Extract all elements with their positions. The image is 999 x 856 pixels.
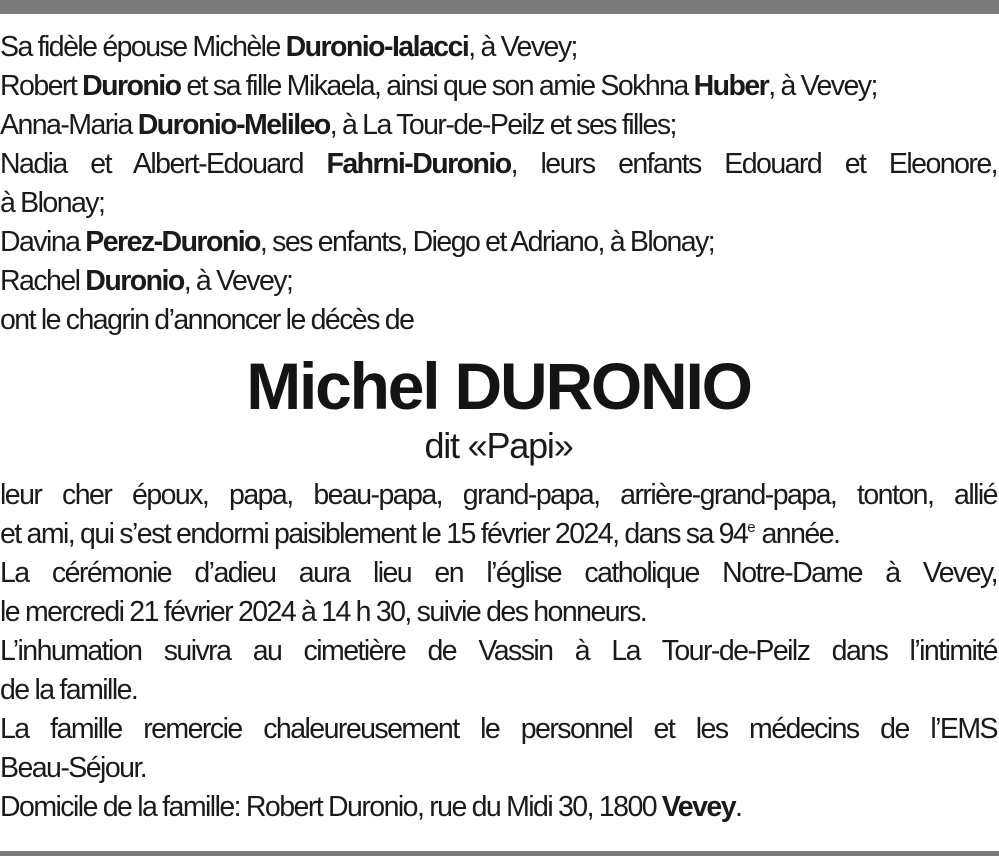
deceased-nickname: dit «Papi» — [424, 425, 573, 466]
thanks-line-1: La famille remercie chaleureusement le personnel et les médecins de l’EMS — [0, 713, 997, 745]
announcer-line-robert: Robert Duronio et sa fille Mikaela, ainsi que son amie Sokhna Huber, à Vevey; — [0, 70, 877, 102]
top-rule — [0, 0, 999, 14]
death-notice — [0, 28, 997, 827]
announcer-line-davina: Davina Perez-Duronio, ses enfants, Diego et Adriano, à Blonay; — [0, 226, 715, 258]
family-name: Duronio — [85, 265, 184, 297]
announcer-line-nadia-cont: à Blonay; — [0, 187, 105, 219]
tribute-line-2: et ami, qui s’est endormi paisiblement le 15 février 2024, dans sa 94e année. — [0, 518, 840, 550]
family-name: Duronio — [82, 70, 181, 102]
family-name: Huber — [693, 70, 769, 102]
burial-line-2: de la famille. — [0, 674, 138, 706]
family-name: Duronio-Melileo — [137, 109, 330, 141]
address-city: Vevey — [661, 791, 736, 823]
announcement-intro: ont le chagrin d’annoncer le décès de — [0, 304, 414, 336]
announcer-line-nadia: Nadia et Albert-Edouard Fahrni-Duronio, leurs enfants Edouard et Eleonore, — [0, 148, 997, 180]
deceased-name: Michel DURONIO — [246, 349, 751, 423]
announcer-line-spouse: Sa fidèle épouse Michèle Duronio-Ialacci, à Vevey; — [0, 31, 577, 63]
family-name: Duronio-Ialacci — [285, 31, 469, 63]
announcer-line-rachel: Rachel Duronio, à Vevey; — [0, 265, 293, 297]
ceremony-line-2: le mercredi 21 février 2024 à 14 h 30, suivie des honneurs. — [0, 596, 647, 628]
family-name: Fahrni-Duronio — [326, 148, 511, 180]
bottom-rule — [0, 851, 999, 856]
tribute-line-1: leur cher époux, papa, beau-papa, grand-papa, arrière-grand-papa, tonton, allié — [0, 479, 997, 511]
announcer-line-anna-maria: Anna-Maria Duronio-Melileo, à La Tour-de-Peilz et ses filles; — [0, 109, 676, 141]
family-name: Perez-Duronio — [85, 226, 260, 258]
ceremony-line-1: La cérémonie d’adieu aura lieu en l’église catholique Notre-Dame à Vevey, — [0, 557, 997, 589]
family-address: Domicile de la famille: Robert Duronio, rue du Midi 30, 1800 Vevey. — [0, 791, 742, 823]
burial-line-1: L’inhumation suivra au cimetière de Vassin à La Tour-de-Peilz dans l’intimité — [0, 635, 997, 667]
thanks-line-2: Beau-Séjour. — [0, 752, 147, 784]
ordinal-suffix: e — [747, 519, 756, 536]
